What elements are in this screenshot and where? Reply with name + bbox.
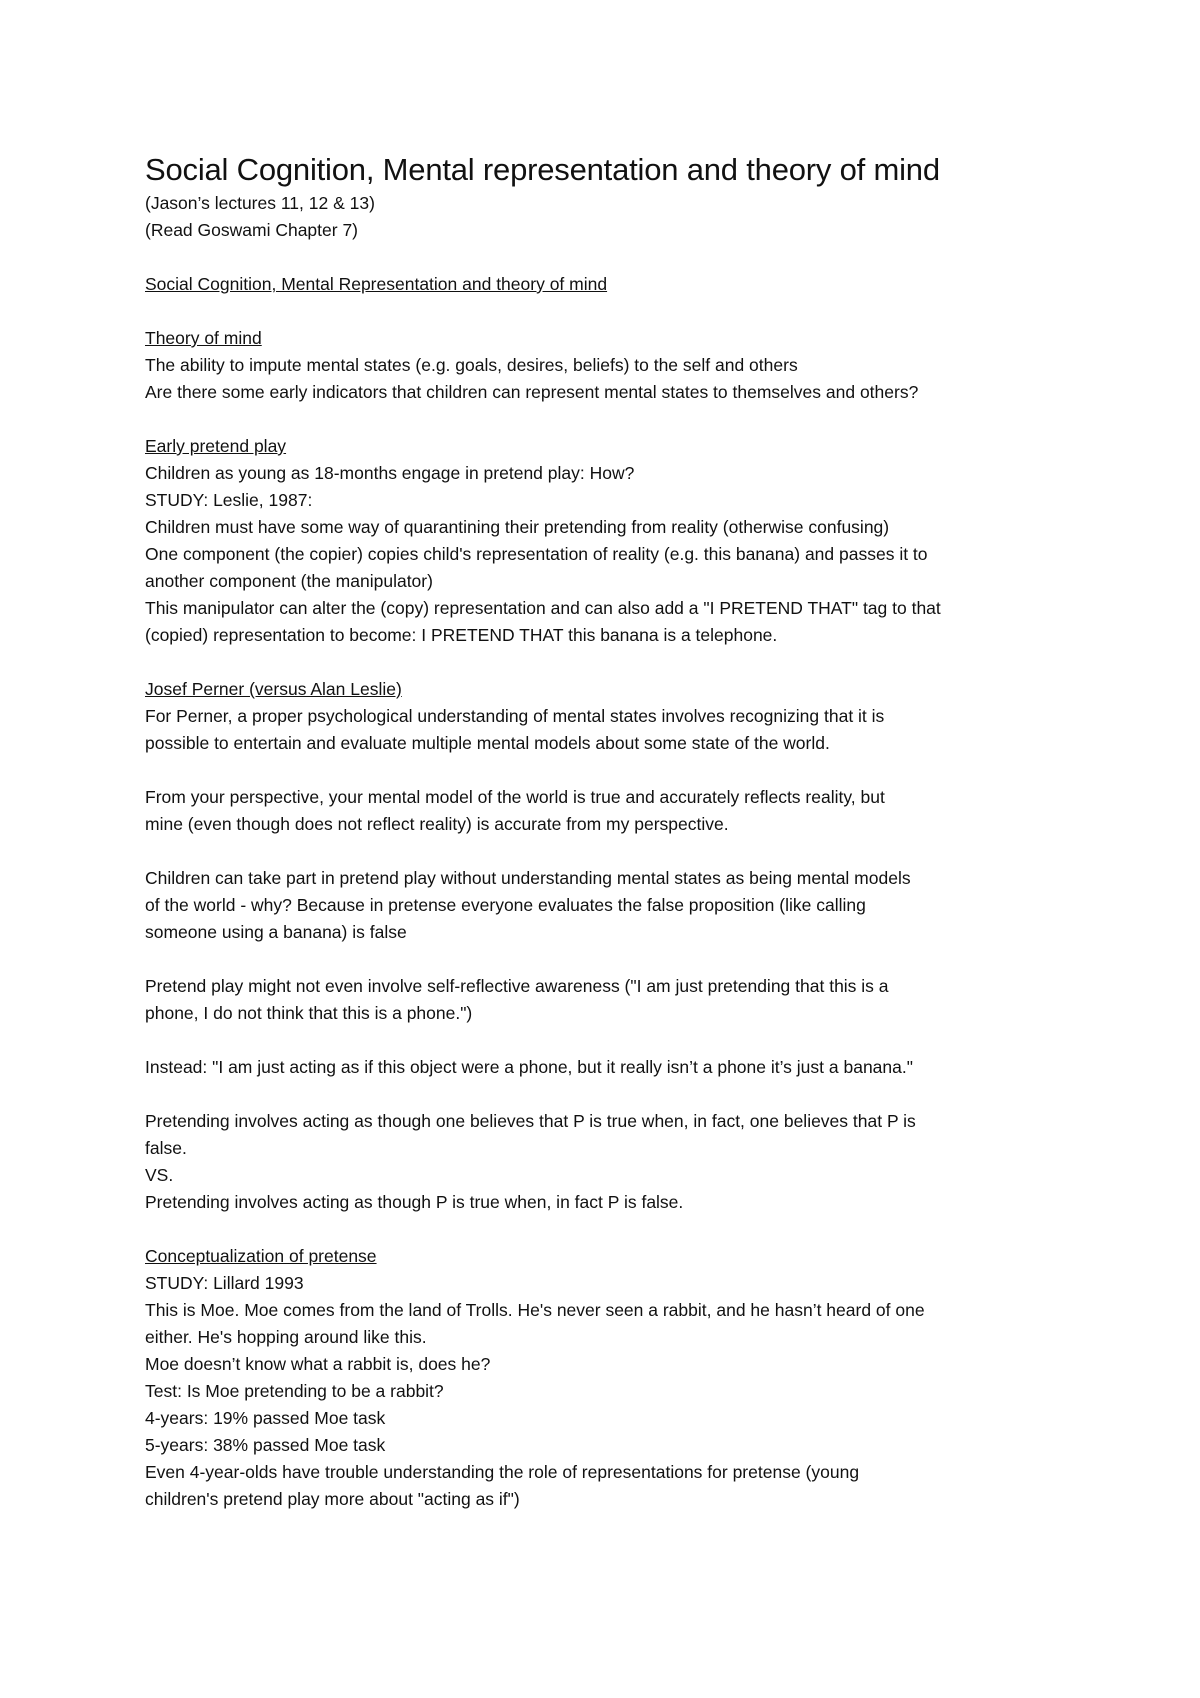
paragraph-line: Children as young as 18-months engage in pretend play: How? (145, 463, 635, 483)
section-heading: Social Cognition, Mental Representation and theory of mind (145, 274, 608, 294)
paragraph-line: Pretending involves acting as though one believes that P is true when, in fact, one believes that P is (145, 1111, 916, 1131)
paragraph-line: phone, I do not think that this is a phone.") (145, 1003, 473, 1023)
document-title: Social Cognition, Mental representation and theory of mind (145, 152, 940, 187)
paragraph-line: Even 4-year-olds have trouble understanding the role of representations for pretense (young (145, 1462, 860, 1482)
paragraph-line: Pretending involves acting as though P is true when, in fact P is false. (145, 1192, 684, 1212)
paragraph-line: VS. (145, 1165, 174, 1185)
paragraph-line: someone using a banana) is false (145, 922, 407, 942)
theory-of-mind-heading: Theory of mind (145, 328, 262, 348)
paragraph-line: This manipulator can alter the (copy) representation and can also add a "I PRETEND THAT" tag to that (145, 598, 941, 618)
perner-heading: Josef Perner (versus Alan Leslie) (145, 679, 402, 699)
early-pretend-play-heading: Early pretend play (145, 436, 287, 456)
paragraph-line: Children must have some way of quarantining their pretending from reality (otherwise confusing) (145, 517, 890, 537)
paragraph-line: 4-years: 19% passed Moe task (145, 1408, 386, 1428)
paragraph-line: Pretend play might not even involve self-reflective awareness ("I am just pretending that this is a (145, 976, 889, 996)
paragraph-line: The ability to impute mental states (e.g. goals, desires, beliefs) to the self and others (145, 355, 798, 375)
paragraph-line: STUDY: Leslie, 1987: (145, 490, 313, 510)
paragraph-line: (copied) representation to become: I PRETEND THAT this banana is a telephone. (145, 625, 778, 645)
paragraph-line: mine (even though does not reflect reality) is accurate from my perspective. (145, 814, 729, 834)
subtitle-lectures: (Jason’s lectures 11, 12 & 13) (145, 193, 375, 213)
paragraph-line: From your perspective, your mental model of the world is true and accurately reflects reality, but (145, 787, 885, 807)
paragraph-line: One component (the copier) copies child's representation of reality (e.g. this banana) and passes it to (145, 544, 928, 564)
paragraph-line: another component (the manipulator) (145, 571, 433, 591)
paragraph-line: Are there some early indicators that children can represent mental states to themselves and others? (145, 382, 919, 402)
paragraph-line: Moe doesn’t know what a rabbit is, does he? (145, 1354, 491, 1374)
subtitle-reading: (Read Goswami Chapter 7) (145, 220, 358, 240)
paragraph-line: either. He's hopping around like this. (145, 1327, 427, 1347)
document-page (145, 150, 1075, 1513)
paragraph-line: Children can take part in pretend play without understanding mental states as being mental models (145, 868, 911, 888)
paragraph-line: of the world - why? Because in pretense everyone evaluates the false proposition (like calling (145, 895, 866, 915)
paragraph-line: STUDY: Lillard 1993 (145, 1273, 304, 1293)
conceptualization-heading: Conceptualization of pretense (145, 1246, 377, 1266)
paragraph-line: For Perner, a proper psychological understanding of mental states involves recognizing that it is (145, 706, 885, 726)
paragraph-line: Test: Is Moe pretending to be a rabbit? (145, 1381, 444, 1401)
paragraph-line: This is Moe. Moe comes from the land of Trolls. He's never seen a rabbit, and he hasn’t heard of one (145, 1300, 925, 1320)
paragraph-line: possible to entertain and evaluate multiple mental models about some state of the world. (145, 733, 830, 753)
paragraph-line: 5-years: 38% passed Moe task (145, 1435, 386, 1455)
paragraph-line: false. (145, 1138, 187, 1158)
paragraph-line: children's pretend play more about "acting as if") (145, 1489, 520, 1509)
paragraph-line: Instead: "I am just acting as if this object were a phone, but it really isn’t a phone it’s just a banana." (145, 1057, 913, 1077)
